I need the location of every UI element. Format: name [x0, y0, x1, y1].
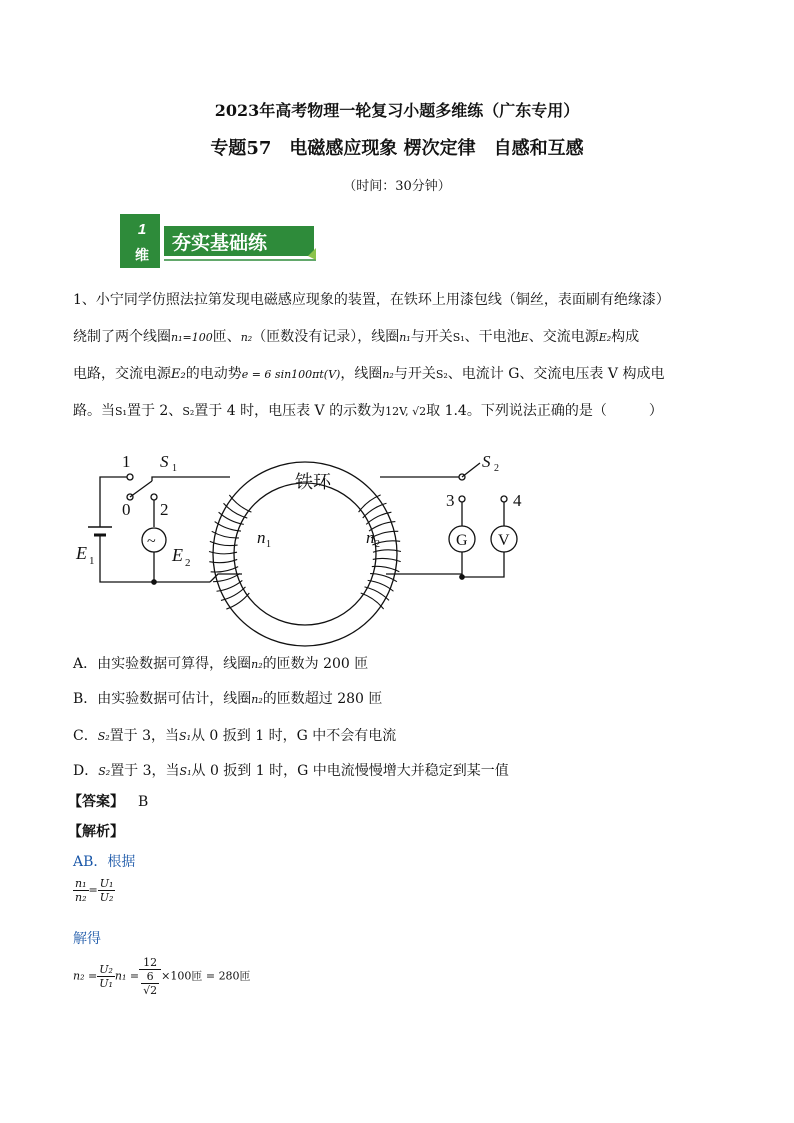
- circuit-diagram: [70, 443, 540, 665]
- label-terminal-2: 2: [160, 500, 169, 519]
- banner-number: 1: [137, 221, 147, 238]
- formula-ratio: $\frac{\text{n₁}}{\text{n₂}}$ = $\frac{\text{U₁}}{\text{U₂}}$: [75, 877, 114, 904]
- answer-label: 【答案】: [68, 794, 124, 810]
- analysis-ab-text: AB．根据: [73, 854, 136, 870]
- label-e1: E: [76, 543, 87, 563]
- time-note: （时间：30分钟）: [343, 179, 451, 194]
- label-voltmeter: V: [498, 532, 510, 549]
- label-n1: n: [257, 528, 266, 547]
- question-line-3: 电路，交流电源E₂的电动势e = 6 sin100πt(V)，线圈n₂与开关S₂、电流计 G、交流电压表 V 构成电: [73, 366, 665, 382]
- label-n1-sub: 1: [266, 539, 271, 550]
- label-e2-sub: 2: [185, 557, 191, 569]
- analysis-solve-text: 解得: [73, 931, 101, 947]
- option-b[interactable]: B．由实验数据可估计，线圈n₂的匝数超过 280 匝: [73, 691, 383, 707]
- banner-wei: 维: [135, 248, 149, 264]
- answer-value: B: [138, 794, 149, 810]
- option-c[interactable]: C．S₂置于 3，当S₁从 0 扳到 1 时，G 中不会有电流: [73, 728, 397, 744]
- ac-symbol: ~: [147, 533, 156, 550]
- banner-text: 夯实基础练: [172, 232, 268, 254]
- label-s2-sub: 2: [494, 463, 499, 474]
- question-line-1: 1、小宁同学仿照法拉第发现电磁感应现象的装置，在铁环上用漆包线（铜丝，表面刷有绝缘漆）: [73, 292, 670, 308]
- label-n2-sub: 2: [375, 539, 380, 550]
- wire-meters-bottom: [462, 552, 504, 577]
- terminal-1: [127, 474, 133, 480]
- switch-s1-blade: [130, 481, 152, 497]
- label-e1-sub: 1: [89, 555, 95, 567]
- question-line-2: 绕制了两个线圈n₁=100匝、n₂（匝数没有记录），线圈n₁与开关S₁、干电池E、交流电源E₂构成: [73, 329, 640, 345]
- label-terminal-3: 3: [446, 491, 455, 510]
- label-terminal-1: 1: [122, 452, 131, 471]
- label-terminal-4: 4: [513, 491, 522, 510]
- terminal-3: [459, 496, 465, 502]
- label-terminal-0: 0: [122, 500, 131, 519]
- label-s1: S: [160, 452, 169, 471]
- label-galvanometer: G: [456, 532, 468, 549]
- label-s2: S: [482, 452, 491, 471]
- topic-title: 专题57 电磁感应现象 楞次定律 自感和互感: [210, 138, 584, 159]
- section-banner: [120, 212, 320, 270]
- terminal-2: [151, 494, 157, 500]
- label-n2: n: [366, 528, 375, 547]
- label-e2: E: [172, 545, 183, 565]
- question-stem: [73, 282, 753, 430]
- switch-s2-blade: [462, 463, 480, 477]
- option-a[interactable]: A．由实验数据可算得，线圈n₂的匝数为 200 匝: [73, 656, 369, 672]
- label-iron-ring: 铁环: [295, 472, 331, 493]
- option-d[interactable]: D．S₂置于 3，当S₁从 0 扳到 1 时，G 中电流慢慢增大并稳定到某一值: [73, 763, 509, 779]
- question-line-4: 路。当S₁置于 2、S₂置于 4 时，电压表 V 的示数为12V, √2取 1.4。下列说法正确的是（ ）: [73, 403, 663, 419]
- label-s1-sub: 1: [172, 463, 177, 474]
- paper-title: 2023年高考物理一轮复习小题多维练（广东专用）: [214, 101, 580, 120]
- analysis-label: 【解析】: [68, 824, 124, 840]
- wire-s1-to-n1: [152, 477, 230, 481]
- iron-ring-inner: [234, 483, 376, 625]
- answer-line: [68, 791, 148, 811]
- terminal-4: [501, 496, 507, 502]
- formula-result: n₂ = $\frac{\text{U₂}}{\text{U₁}}$ n₁ = $\frac{12}{\frac{6}{√2}}$ ×100匝 = 280匝: [73, 956, 251, 997]
